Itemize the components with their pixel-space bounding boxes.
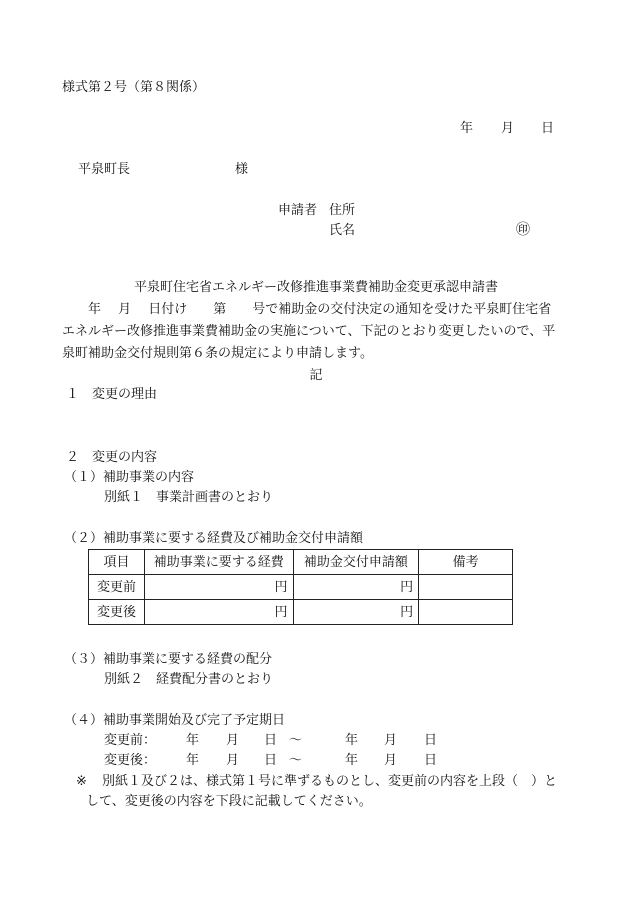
note-mark: ※ <box>76 774 87 789</box>
body-line-1: 年 月 日付け 第 号で補助金の交付決定の通知を受けた平泉町住宅省 <box>62 302 552 317</box>
addressee-honorific: 様 <box>235 162 249 177</box>
section1-heading: １ 変更の理由 <box>66 387 158 402</box>
range-tilde: ～ <box>289 753 303 768</box>
date-month-label: 月 <box>501 121 515 136</box>
row-label: 変更前 <box>89 575 145 600</box>
start-day: 日 <box>264 733 278 748</box>
end-day: 日 <box>424 753 438 768</box>
end-year: 年 <box>345 753 359 768</box>
start-month: 月 <box>226 753 240 768</box>
note-line-2: して、変更後の内容を下段に記載してください。 <box>86 794 372 809</box>
start-month: 月 <box>226 733 240 748</box>
addressee-name: 平泉町長 <box>78 162 131 177</box>
header-note: 備考 <box>419 550 513 575</box>
cost-cell: 円 <box>144 600 293 625</box>
applicant-address-label: 住所 <box>329 203 356 218</box>
table-row <box>89 600 513 625</box>
document-title: 平泉町住宅省エネルギー改修推進事業費補助金変更承認申請書 <box>133 280 498 295</box>
sub4-heading: （４）補助事業開始及び完了予定期日 <box>64 713 286 728</box>
sub1-content: 別紙１ 事業計画書のとおり <box>104 490 274 505</box>
table-row <box>89 575 513 600</box>
sub3-content: 別紙２ 経費配分書のとおり <box>104 672 274 687</box>
body-line-3: 泉町補助金交付規則第６条の規定により申請します。 <box>62 346 373 361</box>
end-year: 年 <box>345 733 359 748</box>
cost-cell: 円 <box>144 575 293 600</box>
schedule-label: 変更前： <box>104 733 157 748</box>
sub3-heading: （３）補助事業に要する経費の配分 <box>64 652 273 667</box>
note-line-1: 別紙１及び２は、様式第１号に準ずるものとし、変更前の内容を上段（ ）と <box>102 774 558 789</box>
header-grant: 補助金交付申請額 <box>293 550 419 575</box>
row-label: 変更後 <box>89 600 145 625</box>
start-year: 年 <box>186 733 200 748</box>
start-day: 日 <box>264 753 278 768</box>
body-line-2: エネルギー改修推進事業費補助金の実施について、下記のとおり変更したいので、平 <box>62 324 556 339</box>
header-item: 項目 <box>89 550 145 575</box>
expense-table <box>88 549 513 625</box>
end-day: 日 <box>424 733 438 748</box>
header-cost: 補助事業に要する経費 <box>144 550 293 575</box>
grant-cell: 円 <box>293 575 419 600</box>
date-day-label: 日 <box>541 121 555 136</box>
date-year-label: 年 <box>460 121 474 136</box>
applicant-label: 申請者 <box>278 203 318 218</box>
table-header-row <box>89 550 513 575</box>
form-number: 様式第２号（第８関係） <box>62 80 206 95</box>
section2-heading: ２ 変更の内容 <box>66 450 158 465</box>
note-cell <box>419 575 513 600</box>
sub1-heading: （１）補助事業の内容 <box>64 470 195 485</box>
applicant-name-label: 氏名 <box>329 223 356 238</box>
end-month: 月 <box>384 753 398 768</box>
start-year: 年 <box>186 753 200 768</box>
note-cell <box>419 600 513 625</box>
document-body <box>62 277 570 387</box>
range-tilde: ～ <box>289 733 303 748</box>
grant-cell: 円 <box>293 600 419 625</box>
ki-heading: 記 <box>309 368 323 383</box>
end-month: 月 <box>384 733 398 748</box>
sub2-heading: （２）補助事業に要する経費及び補助金交付申請額 <box>64 531 364 546</box>
schedule-label: 変更後： <box>104 753 157 768</box>
seal-mark: ㊞ <box>516 222 530 238</box>
